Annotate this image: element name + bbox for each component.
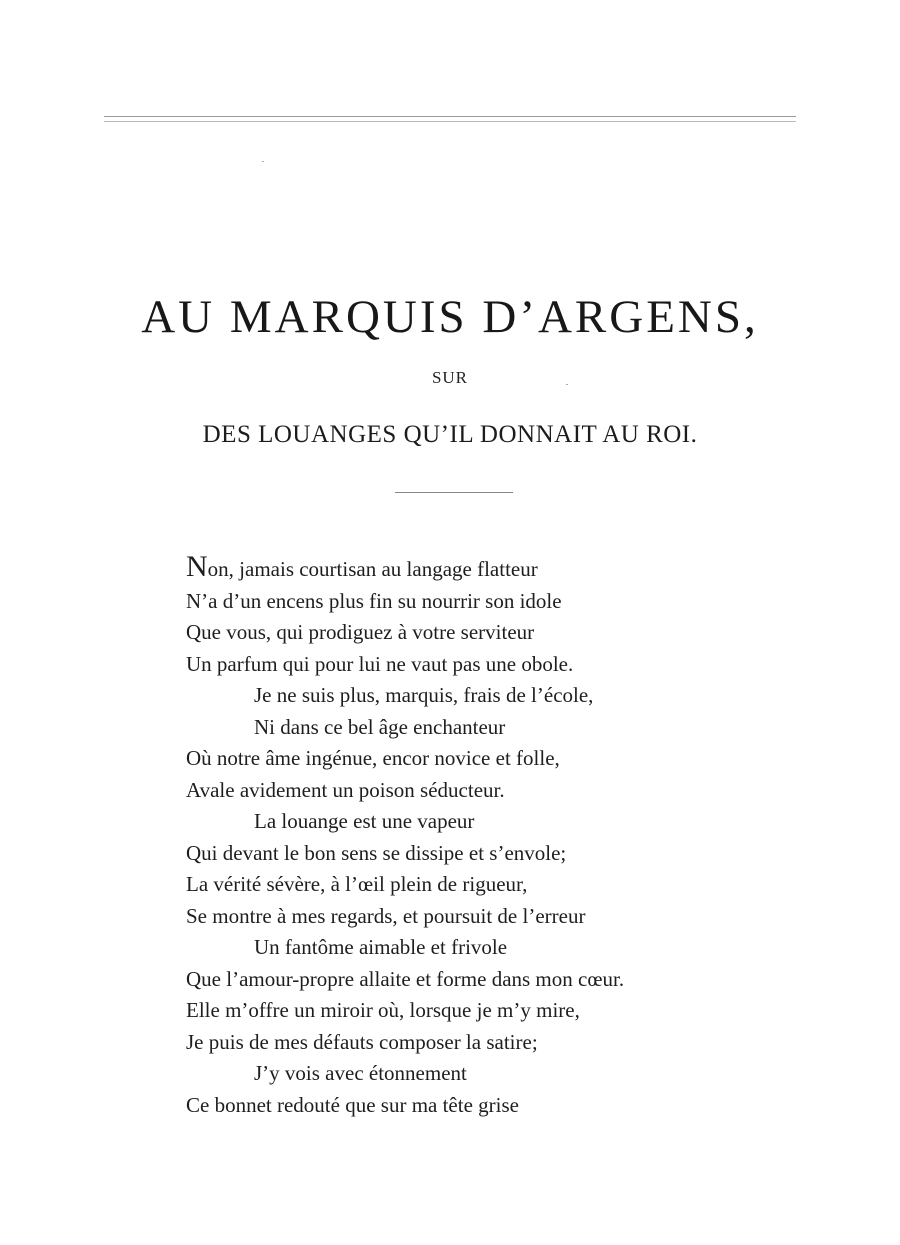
verse-line: Je puis de mes défauts composer la satire;	[186, 1029, 538, 1054]
poem-subtitle-connector: SUR	[431, 368, 469, 387]
verse-line: Elle m’offre un miroir où, lorsque je m’y mire,	[186, 998, 580, 1022]
paper-speck	[262, 161, 264, 162]
verse-line: J’y vois avec étonnement	[254, 1061, 467, 1085]
poem-body	[186, 550, 786, 1121]
verse-line: Avale avidement un poison séducteur.	[186, 777, 505, 802]
poem-subtitle: DES LOUANGES QU’IL DONNAIT AU ROI.	[202, 421, 698, 448]
paper-speck	[566, 384, 568, 385]
verse-line: Un parfum qui pour lui ne vaut pas une obole.	[186, 651, 574, 676]
verse-line: N’a d’un encens plus fin su nourrir son idole	[186, 588, 562, 613]
verse-line: Se montre à mes regards, et poursuit de l’erreur	[186, 903, 586, 928]
verse-line: Je ne suis plus, marquis, frais de l’école,	[254, 683, 594, 707]
poem-title: AU MARQUIS D’ARGENS,	[141, 291, 759, 343]
verse-line: Un fantôme aimable et frivole	[254, 935, 508, 959]
verse-line	[186, 550, 786, 586]
drop-cap: N	[186, 550, 208, 583]
verse-line: Qui devant le bon sens se dissipe et s’envole;	[186, 840, 567, 865]
verse-line: La louange est une vapeur	[254, 809, 475, 833]
verse-line: Que vous, qui prodiguez à votre serviteur	[186, 620, 535, 644]
verse-line-text: on, jamais courtisan au langage flatteur	[207, 557, 538, 581]
verse-line: Que l’amour-propre allaite et forme dans mon cœur.	[186, 966, 625, 991]
verse-line: Ni dans ce bel âge enchanteur	[254, 714, 506, 739]
verse-line: La vérité sévère, à l’œil plein de rigueur,	[186, 872, 528, 896]
verse-line: Ce bonnet redouté que sur ma tête grise	[186, 1092, 519, 1117]
top-rule	[104, 116, 796, 122]
verse-line: Où notre âme ingénue, encor novice et folle,	[186, 746, 560, 770]
section-divider	[395, 492, 513, 493]
